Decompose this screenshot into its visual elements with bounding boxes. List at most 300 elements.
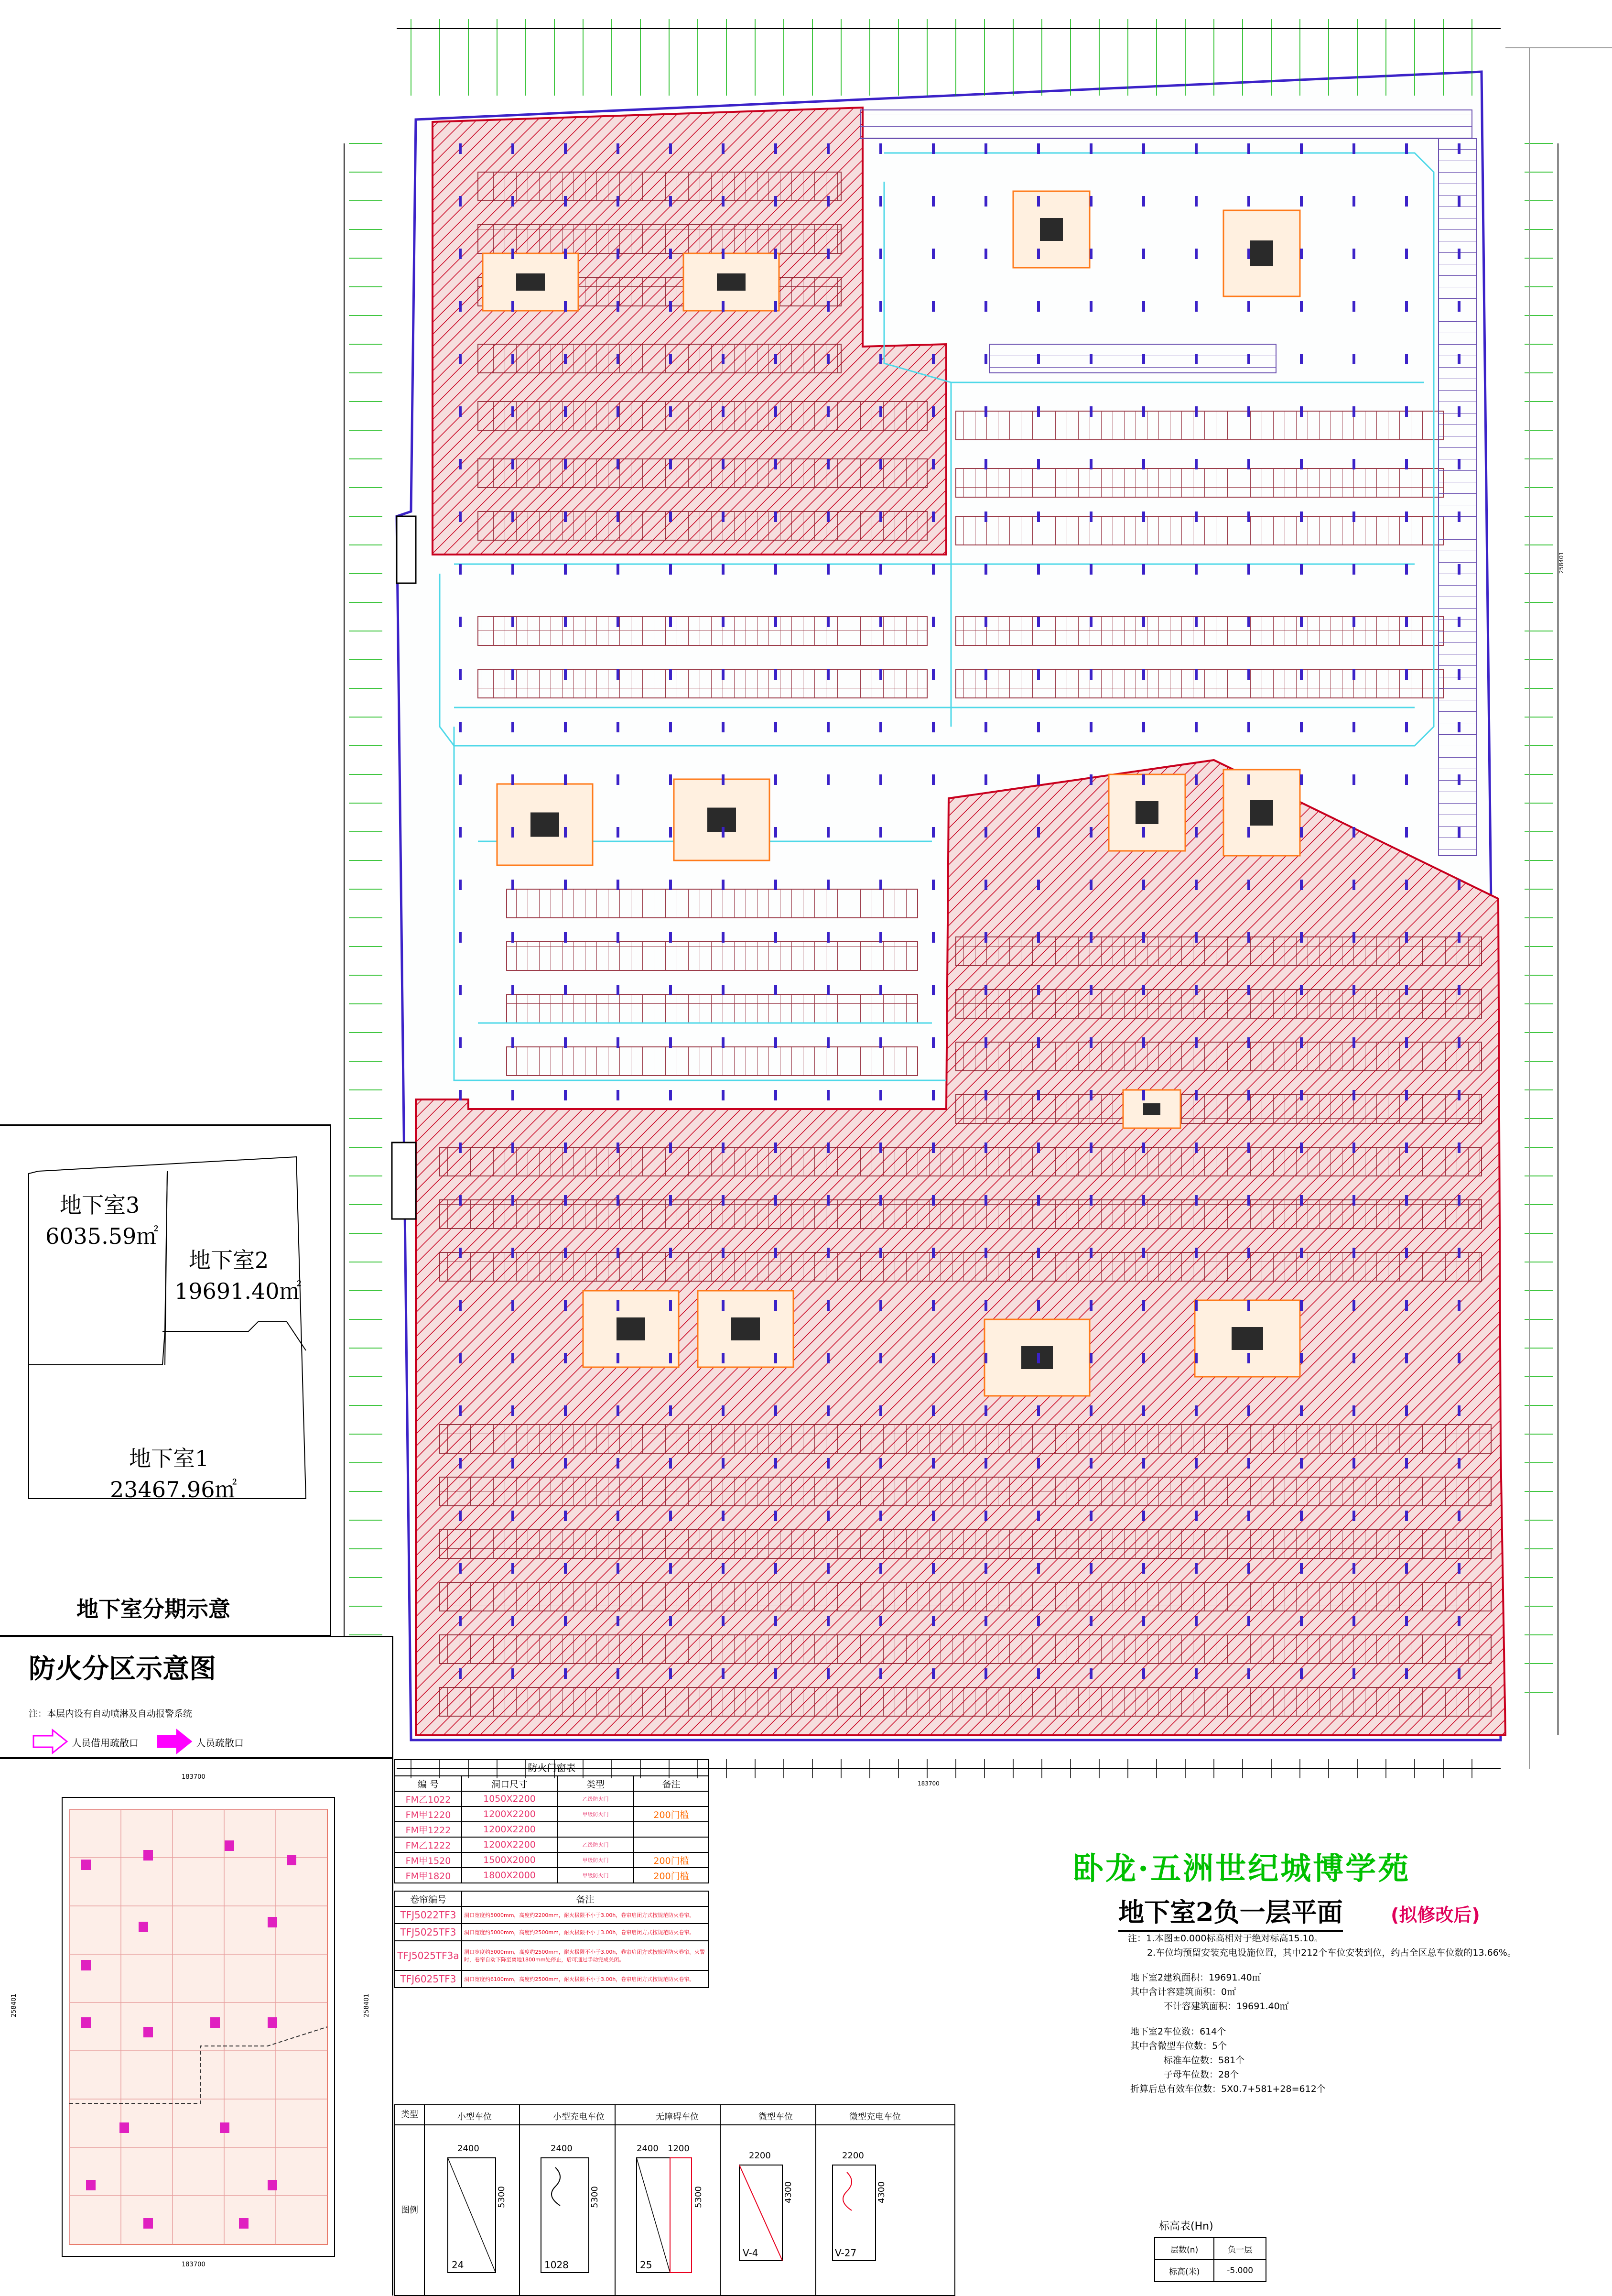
column-mark	[1458, 669, 1461, 680]
column-mark	[932, 1300, 935, 1311]
column-mark	[1405, 1037, 1408, 1048]
column-mark	[669, 354, 672, 364]
column-mark	[1405, 301, 1408, 312]
column-mark	[564, 880, 567, 890]
column-mark	[932, 1353, 935, 1363]
plan-dim-right: 258401	[1558, 552, 1565, 574]
column-mark	[722, 249, 725, 259]
column-mark	[511, 1300, 514, 1311]
column-mark	[617, 774, 619, 785]
column-mark	[617, 249, 619, 259]
shutter-code: TFJ5025TF3a	[395, 1941, 462, 1970]
column-mark	[1142, 301, 1145, 312]
minimap-exit-marker	[225, 1840, 234, 1851]
fire-zone-title: 防火分区示意图	[29, 1654, 216, 1685]
minimap-exit-marker	[220, 2122, 229, 2133]
column-mark	[1090, 617, 1093, 627]
accessible-aisle-shape	[670, 2158, 692, 2273]
column-mark	[1037, 459, 1040, 469]
column-mark	[1247, 1353, 1250, 1363]
column-mark	[1195, 354, 1198, 364]
column-mark	[1458, 249, 1461, 259]
column-mark	[617, 1037, 619, 1048]
column-mark	[1300, 1616, 1303, 1626]
door-code: FM甲1222	[395, 1822, 462, 1837]
column-mark	[932, 1143, 935, 1153]
column-mark	[459, 774, 462, 785]
column-mark	[1300, 1248, 1303, 1258]
column-mark	[1300, 459, 1303, 469]
column-mark	[1090, 1353, 1093, 1363]
column-mark	[1352, 143, 1355, 154]
column-mark	[1195, 459, 1198, 469]
column-mark	[722, 1616, 725, 1626]
column-mark	[722, 1353, 725, 1363]
column-mark	[774, 511, 777, 522]
column-mark	[985, 1143, 987, 1153]
column-mark	[1195, 301, 1198, 312]
column-mark	[932, 669, 935, 680]
column-mark	[617, 1300, 619, 1311]
column-mark	[827, 617, 830, 627]
column-mark	[1300, 1143, 1303, 1153]
door-size: 1800X2000	[462, 1868, 557, 1883]
column-mark	[1458, 1616, 1461, 1626]
column-mark	[1142, 774, 1145, 785]
column-mark	[1352, 1248, 1355, 1258]
parking-row	[956, 516, 1443, 545]
column-mark	[1405, 1300, 1408, 1311]
door-remark	[634, 1837, 709, 1852]
column-mark	[1195, 196, 1198, 207]
column-mark	[827, 1037, 830, 1048]
column-mark	[1090, 1668, 1093, 1679]
column-mark	[1300, 880, 1303, 890]
column-mark	[774, 1616, 777, 1626]
column-mark	[827, 249, 830, 259]
column-mark	[1037, 1405, 1040, 1416]
column-mark	[985, 1405, 987, 1416]
parking-row	[478, 459, 927, 488]
door-code: FM甲1520	[395, 1852, 462, 1868]
column-mark	[1352, 669, 1355, 680]
column-mark	[1090, 1248, 1093, 1258]
column-mark	[459, 1458, 462, 1469]
column-mark	[985, 511, 987, 522]
door-type: 甲级防火门	[557, 1852, 634, 1868]
column-mark	[1300, 1353, 1303, 1363]
minimap-exit-marker	[86, 2180, 96, 2190]
column-mark	[1090, 880, 1093, 890]
column-mark	[932, 1616, 935, 1626]
column-mark	[774, 459, 777, 469]
column-mark	[669, 774, 672, 785]
column-mark	[564, 1616, 567, 1626]
column-mark	[511, 1037, 514, 1048]
parking-row	[478, 511, 927, 540]
column-mark	[1142, 196, 1145, 207]
column-mark	[564, 1563, 567, 1574]
column-mark	[669, 196, 672, 207]
column-mark	[1300, 406, 1303, 417]
column-mark	[669, 722, 672, 732]
minimap-exit-marker	[143, 2027, 153, 2037]
column-mark	[1300, 249, 1303, 259]
column-mark	[459, 406, 462, 417]
column-mark	[985, 1090, 987, 1100]
column-mark	[722, 774, 725, 785]
column-mark	[722, 196, 725, 207]
column-mark	[774, 880, 777, 890]
column-mark	[1458, 1090, 1461, 1100]
column-mark	[722, 669, 725, 680]
column-mark	[1300, 1090, 1303, 1100]
column-mark	[1037, 617, 1040, 627]
column-mark	[985, 459, 987, 469]
column-mark	[932, 1511, 935, 1521]
column-mark	[1300, 985, 1303, 995]
column-mark	[774, 1458, 777, 1469]
column-mark	[669, 1143, 672, 1153]
column-mark	[879, 1668, 882, 1679]
accessible-depth: 5300	[693, 2186, 703, 2208]
area-stat-counted: 其中含计容建筑面积：0㎡	[1130, 1987, 1236, 1997]
column-mark	[722, 1037, 725, 1048]
shutter-remark: 洞口宽度约5000mm，高度约2500mm，耐火极限不小于3.00h，卷帘启闭方式按规范防火卷帘。火警时，卷帘自动下降至离地1800mm处停止，后可通过手动完成关闭。	[462, 1941, 709, 1970]
column-mark	[774, 1143, 777, 1153]
minimap-dim-bottom: 183700	[182, 2261, 206, 2268]
column-mark	[1300, 722, 1303, 732]
small-width: 2400	[457, 2144, 479, 2154]
column-mark	[827, 143, 830, 154]
column-mark	[1142, 1195, 1145, 1206]
column-mark	[932, 1195, 935, 1206]
column-mark	[985, 143, 987, 154]
parking-row	[478, 402, 927, 430]
column-mark	[617, 617, 619, 627]
column-mark	[511, 406, 514, 417]
column-mark	[669, 143, 672, 154]
fire-zone-map	[0, 1759, 392, 2296]
door-size: 1200X2200	[462, 1822, 557, 1837]
legend-type-small-charging: 小型充电车位	[553, 2112, 605, 2122]
column-mark	[827, 1405, 830, 1416]
shutter-remark: 洞口宽度约6100mm，高度约2500mm，耐火极限不小于3.00h，卷帘启闭方式按规范防火卷帘。	[462, 1970, 709, 1988]
column-mark	[1195, 564, 1198, 575]
column-mark	[459, 932, 462, 943]
column-mark	[1090, 985, 1093, 995]
elevation-row-level	[1155, 2238, 1266, 2260]
column-mark	[774, 1511, 777, 1521]
column-mark	[1405, 406, 1408, 417]
column-mark	[669, 1668, 672, 1679]
column-mark	[669, 827, 672, 838]
column-mark	[879, 564, 882, 575]
micro-charging-width: 2200	[842, 2151, 864, 2161]
legend-borrowed-exit: 人员借用疏散口	[72, 1737, 139, 1749]
stair-core-icon	[1136, 801, 1158, 824]
column-mark	[985, 301, 987, 312]
column-mark	[722, 827, 725, 838]
column-mark	[1195, 985, 1198, 995]
parking-row	[956, 1095, 1482, 1123]
column-mark	[1352, 1511, 1355, 1521]
column-mark	[1300, 617, 1303, 627]
column-mark	[774, 1037, 777, 1048]
micro-charging-stall-shape	[833, 2165, 876, 2261]
column-mark	[669, 1090, 672, 1100]
column-mark	[1247, 1563, 1250, 1574]
column-mark	[827, 827, 830, 838]
column-mark	[511, 932, 514, 943]
column-mark	[1405, 1405, 1408, 1416]
column-mark	[617, 196, 619, 207]
column-mark	[932, 774, 935, 785]
charging-width: 2400	[551, 2144, 573, 2154]
column-mark	[1037, 564, 1040, 575]
charging-stall-shape	[541, 2158, 589, 2273]
column-mark	[564, 1037, 567, 1048]
minimap-exit-marker	[268, 1917, 277, 1927]
column-mark	[1037, 249, 1040, 259]
note-2: 2.车位均预留安装充电设施位置，其中212个车位安装到位，约占全区总车位数的13.66%。	[1147, 1948, 1516, 1958]
column-mark	[1142, 722, 1145, 732]
zone-2-area: 19691.40㎡	[174, 1278, 302, 1304]
column-mark	[511, 1090, 514, 1100]
column-mark	[1247, 1511, 1250, 1521]
elevation-height-value: -5.000	[1214, 2260, 1266, 2282]
stair-core-icon	[1250, 240, 1273, 266]
column-mark	[1458, 511, 1461, 522]
column-mark	[617, 1563, 619, 1574]
legend-type-micro-charging: 微型充电车位	[849, 2112, 901, 2122]
column-mark	[722, 1458, 725, 1469]
legend-type-accessible: 无障碍车位	[656, 2112, 699, 2122]
column-mark	[1195, 1405, 1198, 1416]
column-mark	[1247, 1458, 1250, 1469]
column-mark	[564, 617, 567, 627]
column-mark	[459, 669, 462, 680]
column-mark	[1195, 774, 1198, 785]
column-mark	[1142, 1353, 1145, 1363]
column-mark	[1458, 1195, 1461, 1206]
door-type	[557, 1822, 634, 1837]
column-mark	[1037, 196, 1040, 207]
column-mark	[932, 564, 935, 575]
entry-ramp	[397, 516, 416, 583]
column-mark	[564, 1511, 567, 1521]
column-mark	[879, 1195, 882, 1206]
column-mark	[564, 1143, 567, 1153]
column-mark	[669, 1563, 672, 1574]
minimap-exit-marker	[143, 1850, 153, 1861]
column-mark	[1458, 196, 1461, 207]
column-mark	[879, 722, 882, 732]
parking-row	[440, 1530, 1491, 1558]
column-mark	[1247, 1195, 1250, 1206]
column-mark	[564, 406, 567, 417]
parking-stat-total: 地下室2车位数：614个	[1130, 2026, 1226, 2037]
small-label: 24	[452, 2259, 464, 2271]
column-mark	[1142, 827, 1145, 838]
shutter-remark: 洞口宽度约5000mm，高度约2500mm，耐火极限不小于3.00h，卷帘启闭方式按规范防火卷帘。	[462, 1924, 709, 1941]
column-mark	[722, 1668, 725, 1679]
elevation-level-value: 负一层	[1214, 2238, 1266, 2260]
column-mark	[932, 1405, 935, 1416]
column-mark	[1352, 774, 1355, 785]
column-mark	[1037, 511, 1040, 522]
column-mark	[722, 985, 725, 995]
column-mark	[1090, 1616, 1093, 1626]
column-mark	[1352, 722, 1355, 732]
column-mark	[564, 301, 567, 312]
column-mark	[617, 827, 619, 838]
elevation-level-label: 层数(n)	[1155, 2238, 1214, 2260]
column-mark	[827, 932, 830, 943]
charging-depth: 5300	[590, 2186, 600, 2208]
column-mark	[879, 827, 882, 838]
column-mark	[1037, 1090, 1040, 1100]
accessible-width: 2400	[637, 2144, 659, 2154]
column-mark	[564, 511, 567, 522]
column-mark	[1037, 880, 1040, 890]
minimap-exit-marker	[119, 2122, 129, 2133]
column-mark	[617, 1458, 619, 1469]
column-mark	[564, 1090, 567, 1100]
column-mark	[669, 669, 672, 680]
column-mark	[617, 932, 619, 943]
column-mark	[985, 1511, 987, 1521]
column-mark	[774, 354, 777, 364]
column-mark	[511, 564, 514, 575]
door-type: 甲级防火门	[557, 1868, 634, 1883]
column-mark	[1458, 1353, 1461, 1363]
column-mark	[879, 459, 882, 469]
parking-row	[478, 172, 841, 201]
stair-core-icon	[1232, 1327, 1263, 1350]
fire-zone-note: 注：本层内设有自动喷淋及自动报警系统	[29, 1708, 193, 1719]
column-mark	[669, 1300, 672, 1311]
stair-core-icon	[530, 813, 559, 837]
column-mark	[1247, 1090, 1250, 1100]
column-mark	[1247, 354, 1250, 364]
column-mark	[985, 827, 987, 838]
area-stat-total: 地下室2建筑面积：19691.40㎡	[1130, 1972, 1261, 1983]
column-mark	[722, 1300, 725, 1311]
column-mark	[1037, 669, 1040, 680]
column-mark	[564, 932, 567, 943]
parking-row	[478, 225, 841, 253]
column-mark	[879, 1458, 882, 1469]
column-mark	[1195, 1563, 1198, 1574]
column-mark	[722, 406, 725, 417]
column-mark	[511, 1353, 514, 1363]
parking-row	[956, 669, 1443, 698]
column-mark	[459, 196, 462, 207]
column-mark	[827, 985, 830, 995]
column-mark	[1352, 1037, 1355, 1048]
column-mark	[1247, 196, 1250, 207]
door-row	[395, 1806, 709, 1822]
door-type: 乙级防火门	[557, 1837, 634, 1852]
column-mark	[669, 1405, 672, 1416]
column-mark	[774, 722, 777, 732]
column-mark	[1352, 1300, 1355, 1311]
parking-stats	[1130, 2024, 1465, 2096]
door-type: 乙级防火门	[557, 1791, 634, 1806]
column-mark	[1405, 932, 1408, 943]
door-code: FM甲1820	[395, 1868, 462, 1883]
column-mark	[1352, 1668, 1355, 1679]
column-mark	[459, 1195, 462, 1206]
notes-block	[1128, 1931, 1587, 1960]
column-mark	[774, 196, 777, 207]
column-mark	[1037, 1195, 1040, 1206]
stair-core-icon	[516, 273, 545, 291]
minimap-dim-left: 258401	[11, 1993, 18, 2017]
column-mark	[722, 564, 725, 575]
column-mark	[1247, 1248, 1250, 1258]
shutter-row	[395, 1924, 709, 1941]
minimap-basement-outline	[69, 1809, 327, 2244]
column-mark	[1090, 1195, 1093, 1206]
column-mark	[1247, 932, 1250, 943]
column-mark	[459, 1037, 462, 1048]
column-mark	[669, 1353, 672, 1363]
column-mark	[985, 1195, 987, 1206]
charging-icon	[552, 2167, 560, 2206]
column-mark	[1405, 1353, 1408, 1363]
column-mark	[774, 669, 777, 680]
zone-1-area: 23467.96㎡	[110, 1477, 237, 1502]
column-mark	[985, 564, 987, 575]
column-mark	[1247, 880, 1250, 890]
column-mark	[985, 932, 987, 943]
elevation-table	[1154, 2237, 1266, 2282]
column-mark	[1458, 880, 1461, 890]
column-mark	[1300, 511, 1303, 522]
column-mark	[932, 932, 935, 943]
door-th-code: 编 号	[395, 1776, 462, 1791]
column-mark	[1195, 880, 1198, 890]
column-mark	[1037, 1248, 1040, 1258]
column-mark	[985, 196, 987, 207]
column-mark	[1458, 354, 1461, 364]
column-mark	[1090, 1511, 1093, 1521]
column-mark	[1195, 1195, 1198, 1206]
stair-core-icon	[731, 1317, 760, 1340]
legend-type-micro: 微型车位	[758, 2112, 793, 2122]
column-mark	[669, 1195, 672, 1206]
column-mark	[827, 406, 830, 417]
column-mark	[1458, 1668, 1461, 1679]
column-mark	[1142, 1143, 1145, 1153]
column-mark	[617, 1090, 619, 1100]
column-mark	[1405, 249, 1408, 259]
column-mark	[722, 617, 725, 627]
shutter-th-remark: 备注	[462, 1891, 709, 1906]
column-mark	[932, 1668, 935, 1679]
column-mark	[1090, 459, 1093, 469]
column-mark	[564, 1353, 567, 1363]
legend-type-small: 小型车位	[457, 2112, 492, 2122]
column-mark	[1247, 985, 1250, 995]
column-mark	[985, 774, 987, 785]
column-mark	[879, 1090, 882, 1100]
column-mark	[1090, 1090, 1093, 1100]
legend-exit: 人员疏散口	[196, 1737, 244, 1749]
column-mark	[564, 354, 567, 364]
